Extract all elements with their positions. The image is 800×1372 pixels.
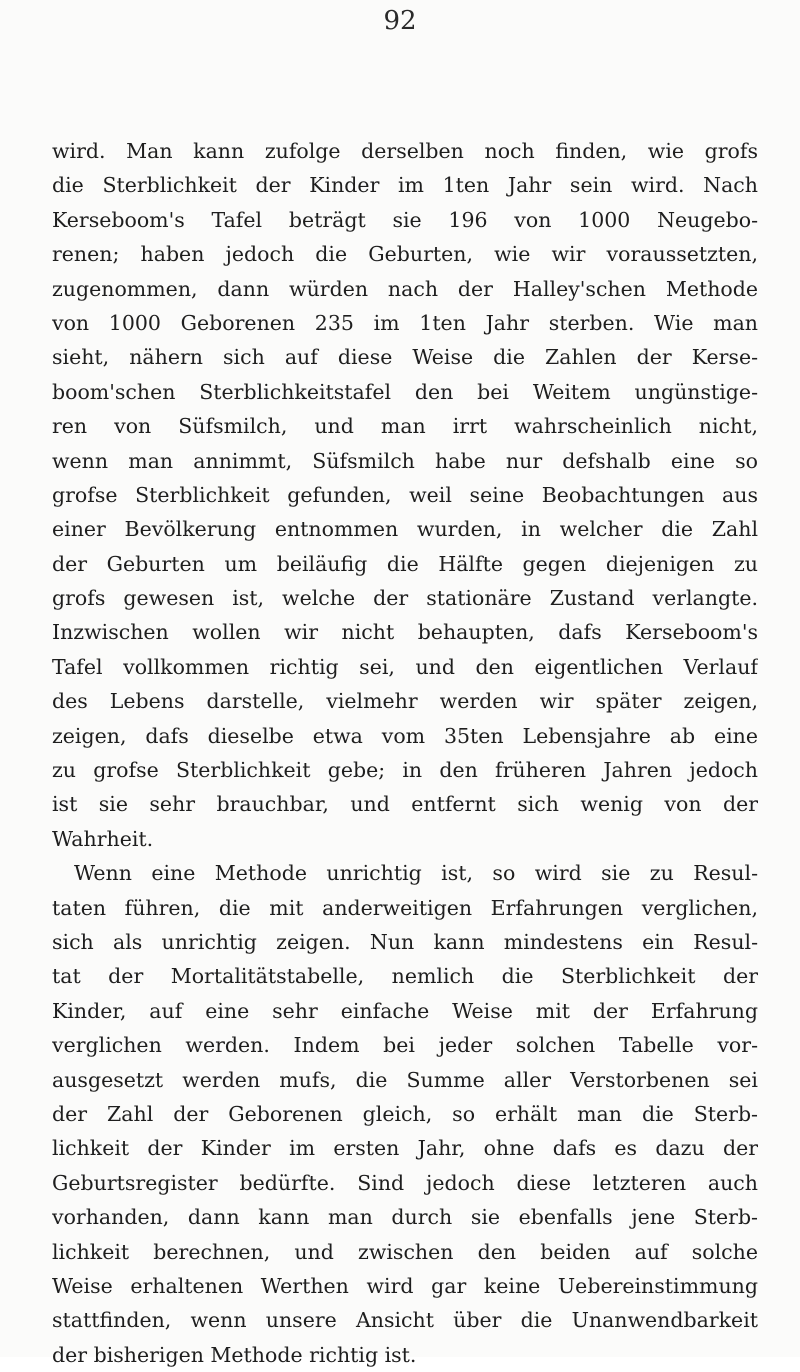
text-line: die Sterblichkeit der Kinder im 1ten Jahr sein wird. Nach xyxy=(52,173,758,198)
text-line: von 1000 Geborenen 235 im 1ten Jahr sterben. Wie man xyxy=(52,310,758,335)
text-line: einer Bevölkerung entnommen wurden, in welcher die Zahl xyxy=(52,517,758,542)
text-line: ist sie sehr brauchbar, und entfernt sich wenig von der xyxy=(52,792,758,817)
text-line: der bisherigen Methode richtig ist. xyxy=(52,1342,417,1367)
text-line: zugenommen, dann würden nach der Halley'schen Methode xyxy=(52,276,758,301)
text-line: Wahrheit. xyxy=(52,826,154,851)
text-line: renen; haben jedoch die Geburten, wie wir voraussetzten, xyxy=(52,242,758,267)
text-line: wenn man annimmt, Süfsmilch habe nur defshalb eine so xyxy=(52,448,758,473)
text-line: grofs gewesen ist, welche der stationäre Zustand verlangte. xyxy=(52,586,758,611)
text-line: ausgesetzt werden mufs, die Summe aller Verstorbenen sei xyxy=(52,1067,758,1092)
text-line: Wenn eine Methode unrichtig ist, so wird sie zu Resul- xyxy=(74,861,758,886)
text-line: boom'schen Sterblichkeitstafel den bei Weitem ungünstige- xyxy=(52,379,758,404)
text-line: vorhanden, dann kann man durch sie ebenfalls jene Sterb- xyxy=(52,1205,758,1230)
text-line: Kinder, auf eine sehr einfache Weise mit der Erfahrung xyxy=(52,998,758,1023)
body-text xyxy=(52,134,758,1372)
text-line: sieht, nähern sich auf diese Weise die Zahlen der Kerse- xyxy=(52,345,758,370)
text-line: ren von Süfsmilch, und man irrt wahrscheinlich nicht, xyxy=(52,414,758,439)
text-line: tat der Mortalitätstabelle, nemlich die Sterblichkeit der xyxy=(52,964,758,989)
text-line: lichkeit der Kinder im ersten Jahr, ohne dafs es dazu der xyxy=(52,1136,758,1161)
text-line: grofse Sterblichkeit gefunden, weil seine Beobachtungen aus xyxy=(52,482,758,507)
text-line: der Zahl der Geborenen gleich, so erhält man die Sterb- xyxy=(52,1101,758,1126)
text-line: stattfinden, wenn unsere Ansicht über die Unanwendbarkeit xyxy=(52,1308,758,1333)
text-line: Inzwischen wollen wir nicht behaupten, dafs Kerseboom's xyxy=(52,620,758,645)
text-line: Tafel vollkommen richtig sei, und den eigentlichen Verlauf xyxy=(52,654,758,679)
text-line: Weise erhaltenen Werthen wird gar keine Uebereinstimmung xyxy=(52,1273,758,1298)
text-line: Geburtsregister bedürfte. Sind jedoch diese letzteren auch xyxy=(52,1170,758,1195)
text-line: des Lebens darstelle, vielmehr werden wir später zeigen, xyxy=(52,689,758,714)
text-line: zu grofse Sterblichkeit gebe; in den früheren Jahren jedoch xyxy=(52,758,758,783)
text-line: der Geburten um beiläufig die Hälfte gegen diejenigen zu xyxy=(52,551,758,576)
text-line: lichkeit berechnen, und zwischen den beiden auf solche xyxy=(52,1239,758,1264)
text-line: Kerseboom's Tafel beträgt sie 196 von 1000 Neugebo- xyxy=(52,207,758,232)
text-line: verglichen werden. Indem bei jeder solchen Tabelle vor- xyxy=(52,1033,758,1058)
text-line: sich als unrichtig zeigen. Nun kann mindestens ein Resul- xyxy=(52,929,758,954)
text-line: zeigen, dafs dieselbe etwa vom 35ten Lebensjahre ab eine xyxy=(52,723,758,748)
page-number: 92 xyxy=(383,6,417,36)
text-line: taten führen, die mit anderweitigen Erfahrungen verglichen, xyxy=(52,895,758,920)
text-line: wird. Man kann zufolge derselben noch finden, wie grofs xyxy=(52,139,758,163)
